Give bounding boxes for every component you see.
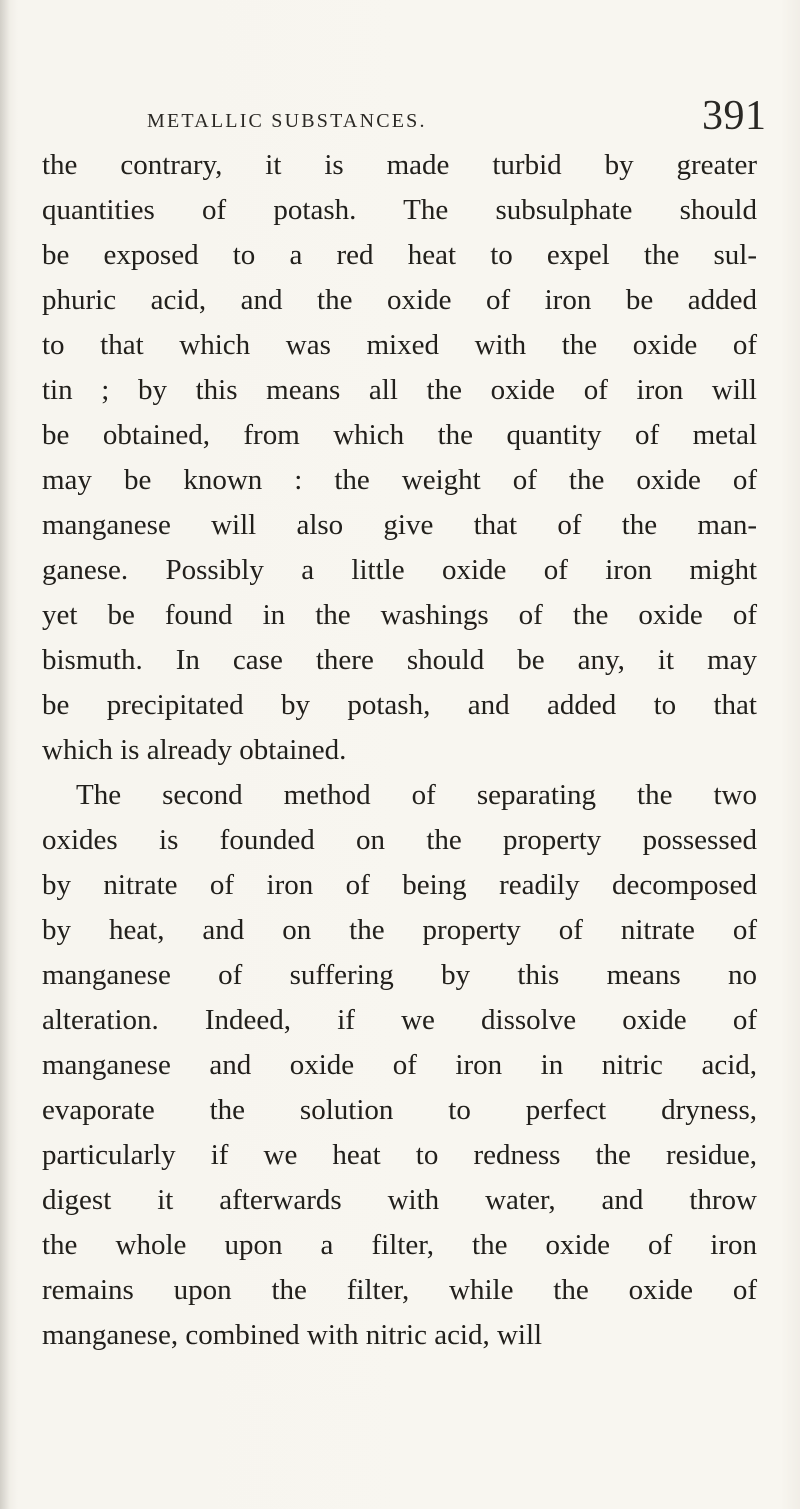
text-line: alteration. Indeed, if we dissolve oxide of xyxy=(42,1004,757,1036)
text-line: be exposed to a red heat to expel the sul- xyxy=(42,239,757,271)
text-line: may be known : the weight of the oxide of xyxy=(42,464,757,496)
text-line: the contrary, it is made turbid by greater xyxy=(42,149,757,181)
text-line: manganese will also give that of the man- xyxy=(42,509,757,541)
page-number: 391 xyxy=(702,93,767,139)
text-line: manganese and oxide of iron in nitric acid, xyxy=(42,1049,757,1081)
text-line: evaporate the solution to perfect dryness, xyxy=(42,1094,757,1126)
text-line: be obtained, from which the quantity of metal xyxy=(42,419,757,451)
text-line: tin ; by this means all the oxide of iron will xyxy=(42,374,757,406)
text-line: ganese. Possibly a little oxide of iron might xyxy=(42,554,757,586)
page-gutter-shadow xyxy=(0,0,10,1509)
text-line: digest it afterwards with water, and throw xyxy=(42,1184,757,1216)
body-text xyxy=(42,143,757,1383)
text-line: yet be found in the washings of the oxide of xyxy=(42,599,757,631)
text-line: manganese of suffering by this means no xyxy=(42,959,757,991)
text-line: which is already obtained. xyxy=(42,734,347,766)
text-line: to that which was mixed with the oxide of xyxy=(42,329,757,361)
text-line: particularly if we heat to redness the residue, xyxy=(42,1139,757,1171)
text-line: oxides is founded on the property possessed xyxy=(42,824,757,856)
text-line: by nitrate of iron of being readily decomposed xyxy=(42,869,757,901)
page-header xyxy=(0,92,800,140)
text-line: be precipitated by potash, and added to that xyxy=(42,689,757,721)
text-line: manganese, combined with nitric acid, will xyxy=(42,1319,543,1351)
text-line: remains upon the filter, while the oxide of xyxy=(42,1274,757,1306)
text-line: quantities of potash. The subsulphate should xyxy=(42,194,757,226)
text-line: phuric acid, and the oxide of iron be added xyxy=(42,284,757,316)
text-line: the whole upon a filter, the oxide of iron xyxy=(42,1229,757,1261)
running-title: METALLIC SUBSTANCES. xyxy=(147,110,427,132)
text-line: by heat, and on the property of nitrate of xyxy=(42,914,757,946)
text-line: bismuth. In case there should be any, it may xyxy=(42,644,757,676)
paragraph-first-line: The second method of separating the two xyxy=(76,779,757,811)
